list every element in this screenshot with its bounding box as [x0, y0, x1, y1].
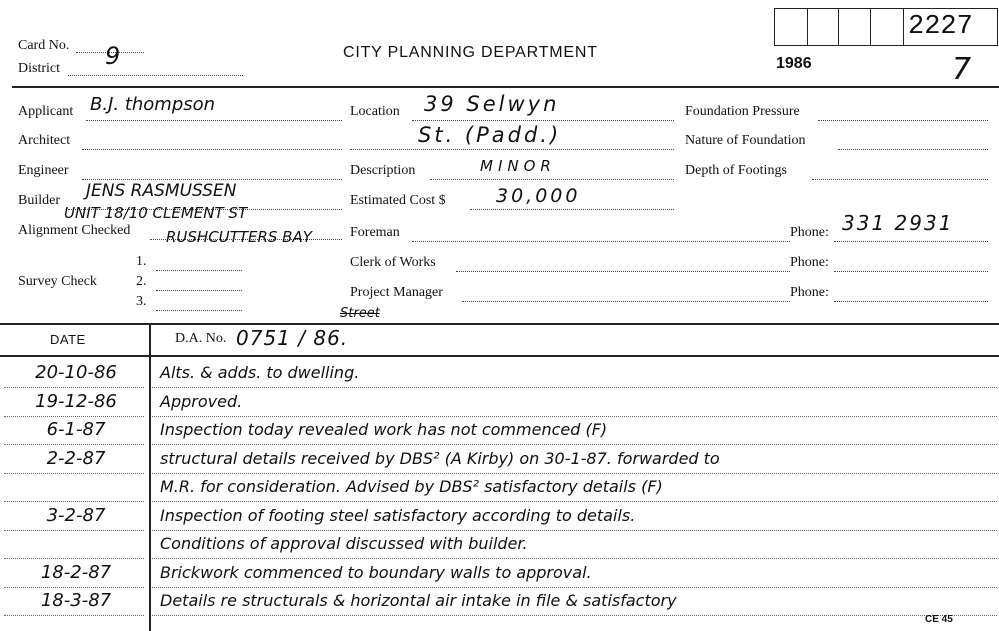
- survey-1-line: [156, 270, 242, 271]
- builder-value: JENS RASMUSSEN: [86, 181, 237, 201]
- district-value: 9: [105, 42, 121, 70]
- applicant-label: Applicant: [18, 104, 74, 119]
- file-suffix: 7: [952, 52, 972, 87]
- log-row-rule: [4, 558, 144, 559]
- survey-3-line: [156, 310, 242, 311]
- builder-address-line2: RUSHCUTTERS BAY: [166, 228, 312, 246]
- log-row-rule: [152, 530, 997, 531]
- log-row-date: 2-2-87: [46, 447, 106, 469]
- log-row-text: M.R. for consideration. Advised by DBS² satisfactory details (F): [160, 477, 663, 496]
- department-title: CITY PLANNING DEPARTMENT: [343, 44, 598, 61]
- foundation-pressure-line: [818, 120, 988, 121]
- log-row-text: Brickwork commenced to boundary walls to approval.: [160, 562, 592, 582]
- log-row-rule: [4, 444, 144, 445]
- form-code: CE 45: [925, 614, 953, 625]
- log-row-text: structural details received by DBS² (A Kirby) on 30-1-87. forwarded to: [160, 448, 720, 468]
- district-line: [68, 75, 243, 76]
- log-row-date: 3-2-87: [46, 504, 106, 526]
- date-header: DATE: [50, 332, 86, 347]
- log-row-rule: [4, 501, 144, 502]
- box-divider: [870, 8, 871, 45]
- log-row-text: Approved.: [160, 391, 243, 411]
- phone-3-line: [834, 301, 988, 302]
- estimated-cost-line: [470, 209, 674, 210]
- log-row-date: 18-2-87: [40, 561, 112, 583]
- da-value: 0751 / 86.: [236, 326, 349, 350]
- survey-3-label: 3.: [136, 294, 147, 309]
- applicant-value: B.J. thompson: [90, 94, 216, 115]
- log-row-rule: [4, 530, 144, 531]
- box-divider: [903, 8, 904, 45]
- foreman-line: [412, 241, 790, 242]
- location-label: Location: [350, 104, 400, 119]
- log-row-rule: [152, 387, 997, 388]
- project-manager-line: [462, 301, 790, 302]
- log-row-rule: [152, 473, 997, 474]
- survey-2-line: [156, 290, 242, 291]
- log-row-rule: [4, 473, 144, 474]
- log-row-text: Alts. & adds. to dwelling.: [160, 363, 360, 382]
- da-label: D.A. No.: [175, 331, 227, 346]
- year-label: 1986: [776, 55, 812, 72]
- header-rule: [12, 86, 999, 88]
- builder-address-line1: UNIT 18/10 CLEMENT ST: [64, 204, 248, 222]
- architect-line: [82, 149, 342, 150]
- log-row-date: 18-3-87: [40, 590, 112, 611]
- log-row-date: 6-1-87: [46, 419, 106, 440]
- log-row-rule: [152, 558, 997, 559]
- depth-label: Depth of Footings: [685, 163, 787, 178]
- survey-check-label: Survey Check: [18, 274, 97, 289]
- engineer-line: [82, 179, 342, 180]
- survey-1-label: 1.: [136, 254, 147, 269]
- engineer-label: Engineer: [18, 163, 69, 178]
- foundation-pressure-label: Foundation Pressure: [685, 104, 800, 119]
- estimated-cost-label: Estimated Cost $: [350, 193, 446, 208]
- description-label: Description: [350, 163, 416, 178]
- alignment-label: Alignment Checked: [18, 223, 131, 238]
- log-row-rule: [152, 444, 997, 445]
- phone-1-line: [834, 241, 988, 242]
- log-row-rule: [152, 587, 997, 588]
- log-row-date: 20-10-86: [35, 362, 117, 383]
- log-row-text: Inspection of footing steel satisfactory according to details.: [160, 505, 636, 525]
- applicant-line: [86, 120, 342, 121]
- survey-2-label: 2.: [136, 274, 147, 289]
- phone-1-label: Phone:: [790, 225, 829, 240]
- phone-1-value: 331 2931: [842, 211, 954, 235]
- phone-2-label: Phone:: [790, 255, 829, 270]
- location-line-1: [412, 120, 674, 121]
- clerk-line: [456, 271, 790, 272]
- depth-line: [812, 179, 988, 180]
- log-row-date: 19-12-86: [35, 390, 117, 412]
- da-note: Street: [340, 306, 380, 321]
- box-divider: [807, 8, 808, 45]
- project-manager-label: Project Manager: [350, 285, 443, 300]
- builder-label: Builder: [18, 193, 60, 208]
- architect-label: Architect: [18, 133, 71, 148]
- location-value-2: St. (Padd.): [418, 123, 562, 147]
- log-row-text: Inspection today revealed work has not commenced (F): [160, 420, 608, 439]
- log-row-rule: [4, 416, 144, 417]
- log-row-text: Details re structurals & horizontal air intake in file & satisfactory: [160, 591, 677, 610]
- log-row-rule: [4, 387, 144, 388]
- phone-3-label: Phone:: [790, 285, 829, 300]
- description-value: MINOR: [480, 157, 556, 175]
- log-row-rule: [152, 501, 997, 502]
- date-column-divider: [149, 323, 151, 631]
- log-row-rule: [4, 587, 144, 588]
- estimated-cost-value: 30,000: [496, 185, 581, 207]
- location-value-1: 39 Selwyn: [424, 92, 560, 116]
- clerk-label: Clerk of Works: [350, 255, 436, 270]
- box-divider: [838, 8, 839, 45]
- district-label: District: [18, 61, 60, 76]
- nature-line: [838, 149, 988, 150]
- log-row-rule: [152, 416, 997, 417]
- foreman-label: Foreman: [350, 225, 400, 240]
- log-row-text: Conditions of approval discussed with builder.: [160, 534, 528, 553]
- file-number: 2227: [908, 12, 973, 42]
- phone-2-line: [834, 271, 988, 272]
- log-row-rule: [4, 615, 144, 616]
- nature-label: Nature of Foundation: [685, 133, 806, 148]
- description-line: [430, 179, 674, 180]
- card-no-label: Card No.: [18, 38, 70, 53]
- location-line-2: [350, 149, 674, 150]
- log-row-rule: [152, 615, 997, 616]
